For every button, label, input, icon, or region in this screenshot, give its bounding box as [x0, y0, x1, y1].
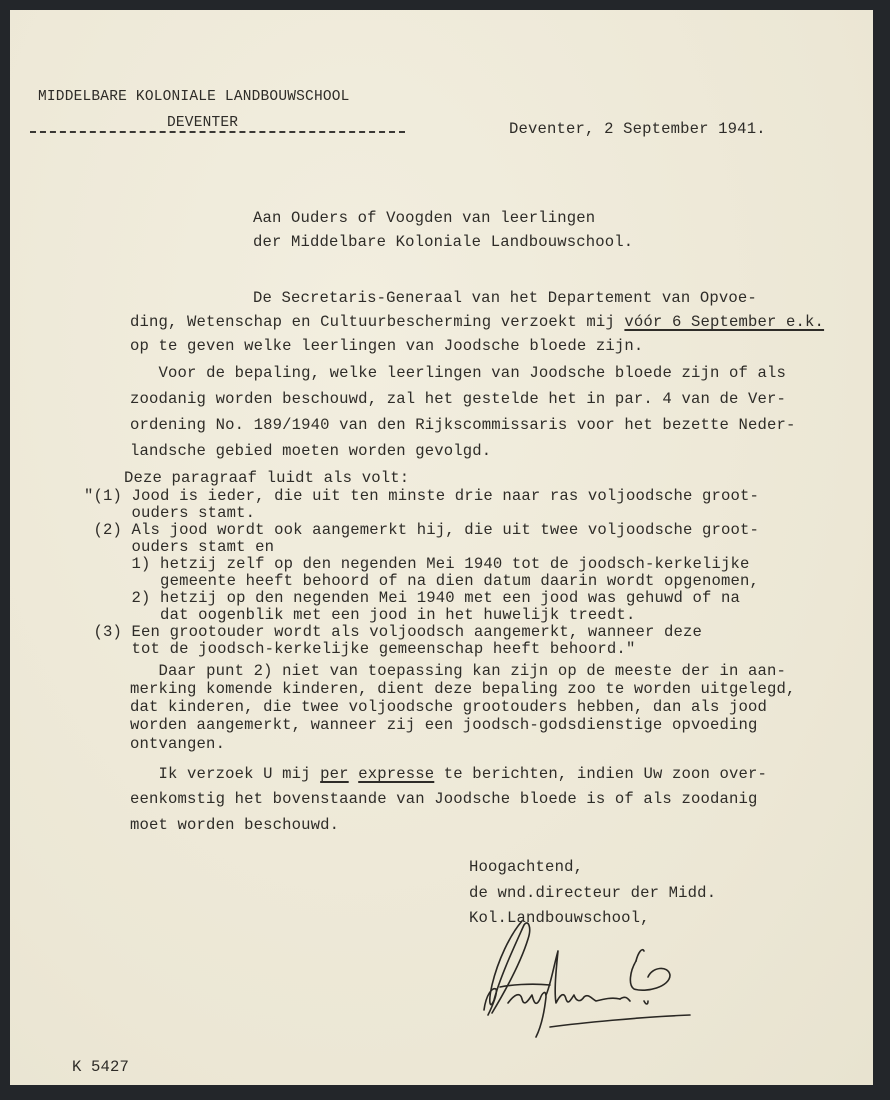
paragraph-1-line-1: De Secretaris-Generaal van het Departement van Opvoe-	[253, 289, 757, 307]
paragraph-3-line-1-text: Daar punt 2) niet van toepassing kan zijn op de meeste der in aan-	[158, 662, 787, 680]
paragraph-4-space	[349, 765, 359, 783]
quote-line-7: 2) hetzij op den negenden Mei 1940 met een jood was gehuwd of na	[84, 589, 741, 607]
quote-line-4: ouders stamt en	[84, 538, 275, 556]
closing-line-3: Kol.Landbouwschool,	[469, 909, 650, 927]
addressee-line-1: Aan Ouders of Voogden van leerlingen	[253, 209, 596, 227]
letterhead-city: DEVENTER	[167, 115, 239, 131]
paragraph-2-line-2: zoodanig worden beschouwd, zal het gestelde het in par. 4 van de Ver-	[130, 390, 787, 408]
paragraph-4-line-1-text: Ik verzoek U mij	[158, 765, 321, 783]
paragraph-3-line-3: dat kinderen, die twee voljoodsche grootouders hebben, dan als jood	[130, 698, 768, 716]
paragraph-3-line-2: merking komende kinderen, dient deze bepaling zoo te worden uitgelegd,	[130, 680, 796, 698]
paragraph-4-indent	[130, 765, 159, 783]
paragraph-2-line-3: ordening No. 189/1940 van den Rijkscommissaris voor het bezette Neder-	[130, 416, 796, 434]
paragraph-1-line-2	[130, 315, 824, 331]
paragraph-3-line-4: worden aangemerkt, wanneer zij een joodsch-godsdienstige opvoeding	[130, 716, 758, 734]
per-underlined: per	[320, 765, 349, 783]
reference-number: K 5427	[72, 1058, 130, 1076]
paragraph-4-line-1	[130, 767, 767, 783]
quote-line-9: (3) Een grootouder wordt als voljoodsch aangemerkt, wanneer deze	[84, 623, 703, 641]
quote-line-5: 1) hetzij zelf op den negenden Mei 1940 tot de joodsch-kerkelijke	[84, 555, 750, 573]
quote-line-10: tot de joodsch-kerkelijke gemeenschap heeft behoord."	[84, 640, 636, 658]
quote-line-2: ouders stamt.	[84, 504, 256, 522]
paragraph-2-line-1-text: Voor de bepaling, welke leerlingen van Joodsche bloede zijn of als	[158, 364, 787, 382]
addressee-line-2: der Middelbare Koloniale Landbouwschool.	[253, 233, 634, 251]
letterhead-school-name: MIDDELBARE KOLONIALE LANDBOUWSCHOOL	[38, 89, 350, 105]
quote-line-1: "(1) Jood is ieder, die uit ten minste drie naar ras voljoodsche groot-	[84, 487, 760, 505]
date-line: Deventer, 2 September 1941.	[509, 120, 766, 138]
paragraph-2-line-1	[130, 366, 786, 382]
deadline-underlined: vóór 6 September e.k.	[624, 313, 825, 331]
expresse-underlined: expresse	[358, 765, 435, 783]
quote-line-6: gemeente heeft behoord of na dien datum daarin wordt opgenomen,	[84, 572, 760, 590]
paragraph-1-line-3: op te geven welke leerlingen van Joodsche bloede zijn.	[130, 337, 644, 355]
handwritten-signature-icon	[470, 915, 710, 1040]
paragraph-4-line-3: moet worden beschouwd.	[130, 816, 340, 834]
quote-line-8: dat oogenblik met een jood in het huwelijk treedt.	[84, 606, 636, 624]
paragraph-1-line-2-text: ding, Wetenschap en Cultuurbescherming verzoekt mij	[130, 313, 625, 331]
paragraph-4-line-2: eenkomstig het bovenstaande van Joodsche bloede is of als zoodanig	[130, 790, 758, 808]
paragraph-2-indent	[130, 364, 159, 382]
closing-line-2: de wnd.directeur der Midd.	[469, 884, 717, 902]
paragraph-3-line-1	[130, 664, 786, 680]
paragraph-3-indent	[130, 662, 159, 680]
quote-line-3: (2) Als jood wordt ook aangemerkt hij, die uit twee voljoodsche groot-	[84, 521, 760, 539]
quote-intro: Deze paragraaf luidt als volt:	[124, 469, 410, 487]
paragraph-3-line-5: ontvangen.	[130, 735, 226, 753]
closing-line-1: Hoogachtend,	[469, 858, 584, 876]
letterhead-dashed-rule	[30, 131, 405, 133]
paragraph-4-line-1-rest: te berichten, indien Uw zoon over-	[434, 765, 768, 783]
paragraph-2-line-4: landsche gebied moeten worden gevolgd.	[130, 442, 492, 460]
